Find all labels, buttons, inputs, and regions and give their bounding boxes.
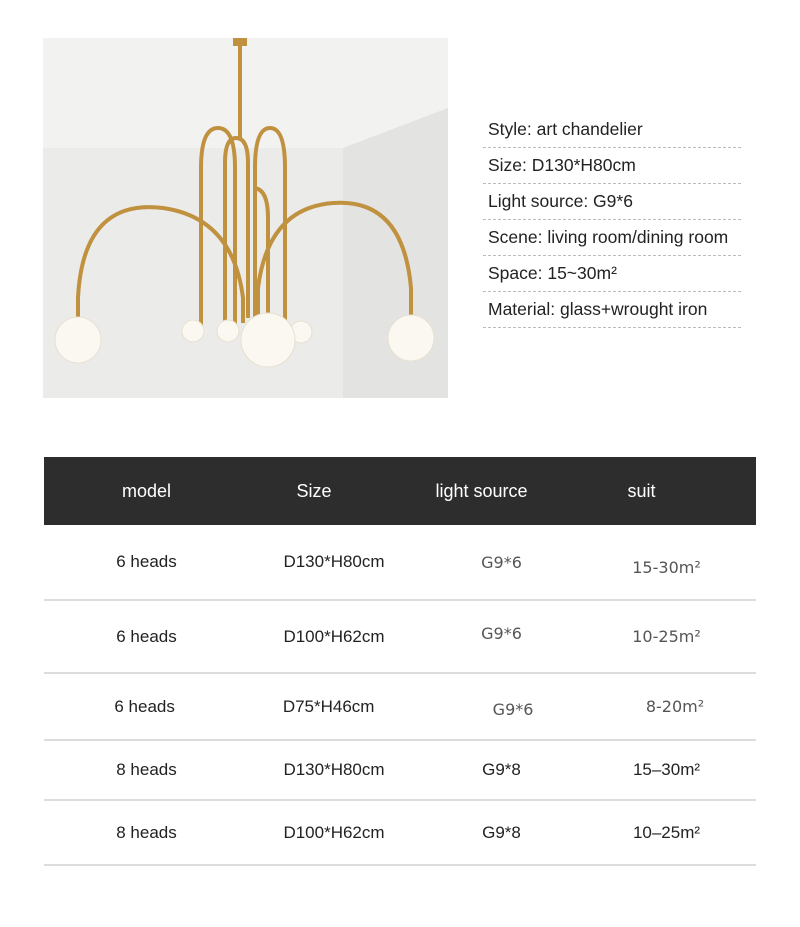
spec-scene: Scene: living room/dining room xyxy=(483,220,741,256)
product-photo-chandelier xyxy=(43,38,448,398)
table-row xyxy=(44,601,756,674)
cell-size: D75*H46cm xyxy=(282,696,375,716)
cell-model: 8 heads xyxy=(116,822,177,842)
header-model: model xyxy=(121,480,172,501)
cell-suit: 10–25m² xyxy=(632,822,701,842)
cell-light-source: G9*6 xyxy=(481,552,522,572)
cell-light-source: G9*8 xyxy=(482,760,521,779)
table-row xyxy=(44,741,756,801)
cell-model: 6 heads xyxy=(116,552,177,571)
cell-suit: 15–30m² xyxy=(632,760,701,779)
spec-light-source: Light source: G9*6 xyxy=(483,184,741,220)
table-row xyxy=(44,674,756,741)
spec-space: Space: 15~30m² xyxy=(483,256,741,292)
cell-model: 8 heads xyxy=(116,760,177,779)
cell-model: 6 heads xyxy=(116,626,177,646)
header-size: Size xyxy=(296,480,332,501)
spec-size: Size: D130*H80cm xyxy=(483,148,741,184)
chandelier-illustration xyxy=(43,38,448,398)
cell-suit: 15-30m² xyxy=(632,557,701,577)
cell-size: D130*H80cm xyxy=(283,552,385,571)
header-light-source: light source xyxy=(435,480,528,501)
cell-size: D130*H80cm xyxy=(283,760,385,779)
cell-light-source: G9*8 xyxy=(482,822,521,842)
cell-light-source: G9*6 xyxy=(481,624,522,643)
spec-material: Material: glass+wrought iron xyxy=(483,292,741,328)
spec-list xyxy=(483,112,741,328)
cell-suit: 10-25m² xyxy=(632,627,701,646)
cell-suit: 8-20m² xyxy=(645,697,705,716)
table-row xyxy=(44,801,756,866)
cell-size: D100*H62cm xyxy=(283,822,385,842)
model-table xyxy=(44,457,756,866)
table-row xyxy=(44,525,756,601)
cell-light-source: G9*6 xyxy=(492,700,534,719)
cell-model: 6 heads xyxy=(114,696,175,716)
header-suit: suit xyxy=(627,480,656,501)
cell-size: D100*H62cm xyxy=(283,626,385,646)
table-header xyxy=(44,457,756,525)
spec-style: Style: art chandelier xyxy=(483,112,741,148)
